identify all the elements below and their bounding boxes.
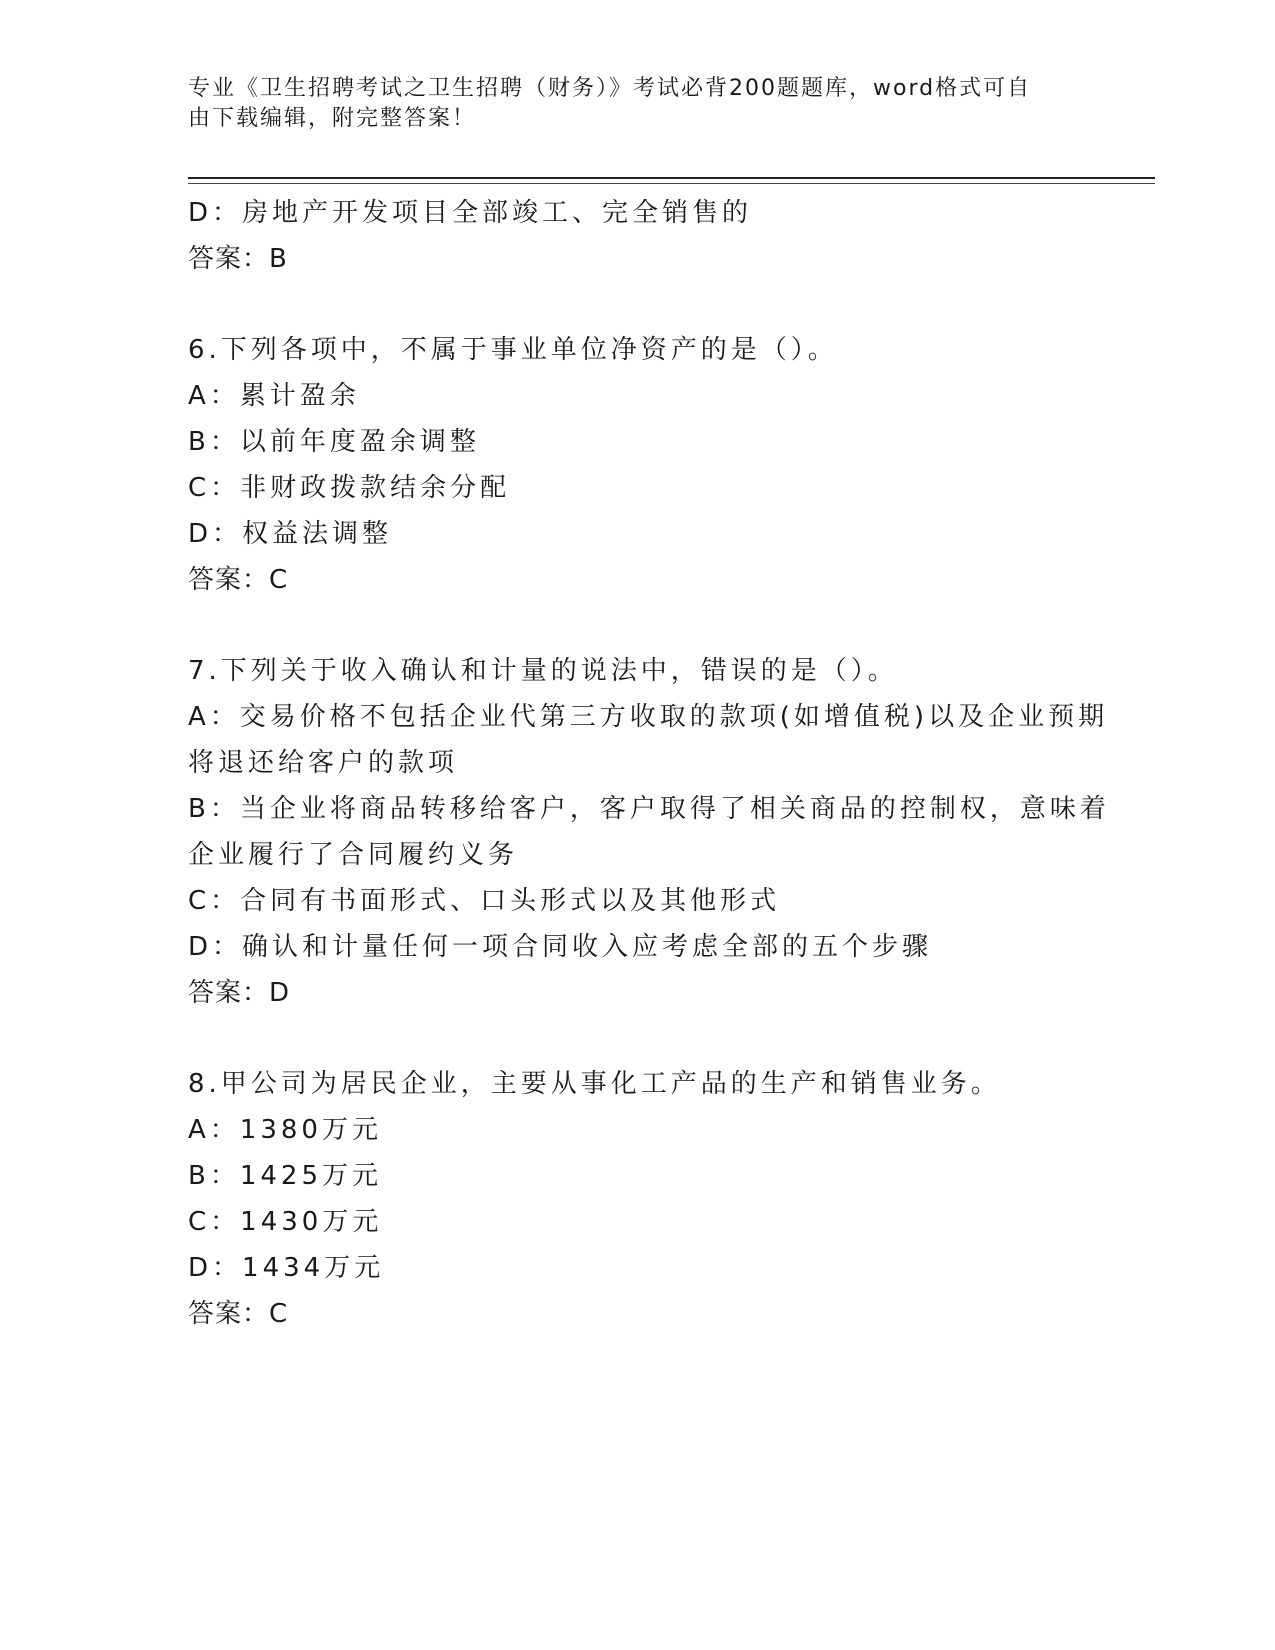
question-7 [188,648,1110,1016]
option-c: C：非财政拨款结余分配 [188,473,511,503]
question-gap [188,1016,1088,1061]
header-line-2: 由下载编辑，附完整答案！ [188,106,477,131]
question-8 [188,1061,1088,1337]
header-line-1: 专业《卫生招聘考试之卫生招聘（财务）》考试必背200题题库，word格式可自 [188,76,1032,101]
option-a: A：累计盈余 [188,381,360,411]
option-b-continued: 企业履行了合同履约义务 [188,840,519,870]
option-d: D：1434万元 [188,1253,385,1283]
option-b: B：当企业将商品转移给客户，客户取得了相关商品的控制权，意味着 [188,794,1110,824]
question-stem: 8.甲公司为居民企业，主要从事化工产品的生产和销售业务。 [188,1069,1001,1099]
option-d: D：房地产开发项目全部竣工、完全销售的 [188,198,753,228]
question-gap [188,603,1088,648]
option-d: D：权益法调整 [188,519,393,549]
option-c: C：1430万元 [188,1207,383,1237]
option-c: C：合同有书面形式、口头形式以及其他形式 [188,886,781,916]
option-d: D：确认和计量任何一项合同收入应考虑全部的五个步骤 [188,932,933,962]
question-6 [188,327,1088,603]
question-stem: 7.下列关于收入确认和计量的说法中，错误的是（）。 [188,656,898,686]
document-header [188,74,1068,134]
option-a: A：1380万元 [188,1115,382,1145]
option-a-continued: 将退还给客户的款项 [188,748,459,778]
option-b: B：1425万元 [188,1161,383,1191]
question-stem: 6.下列各项中，不属于事业单位净资产的是（）。 [188,335,838,365]
question-content [188,190,1110,1337]
answer: 答案：C [188,565,289,595]
header-divider-thick [188,177,1155,179]
question-gap [188,282,1088,327]
header-divider-thin [188,183,1155,184]
option-a: A：交易价格不包括企业代第三方收取的款项(如增值税)以及企业预期 [188,702,1109,732]
answer: 答案：B [188,244,288,274]
option-b: B：以前年度盈余调整 [188,427,480,457]
answer: 答案：D [188,978,291,1008]
answer: 答案：C [188,1299,289,1329]
